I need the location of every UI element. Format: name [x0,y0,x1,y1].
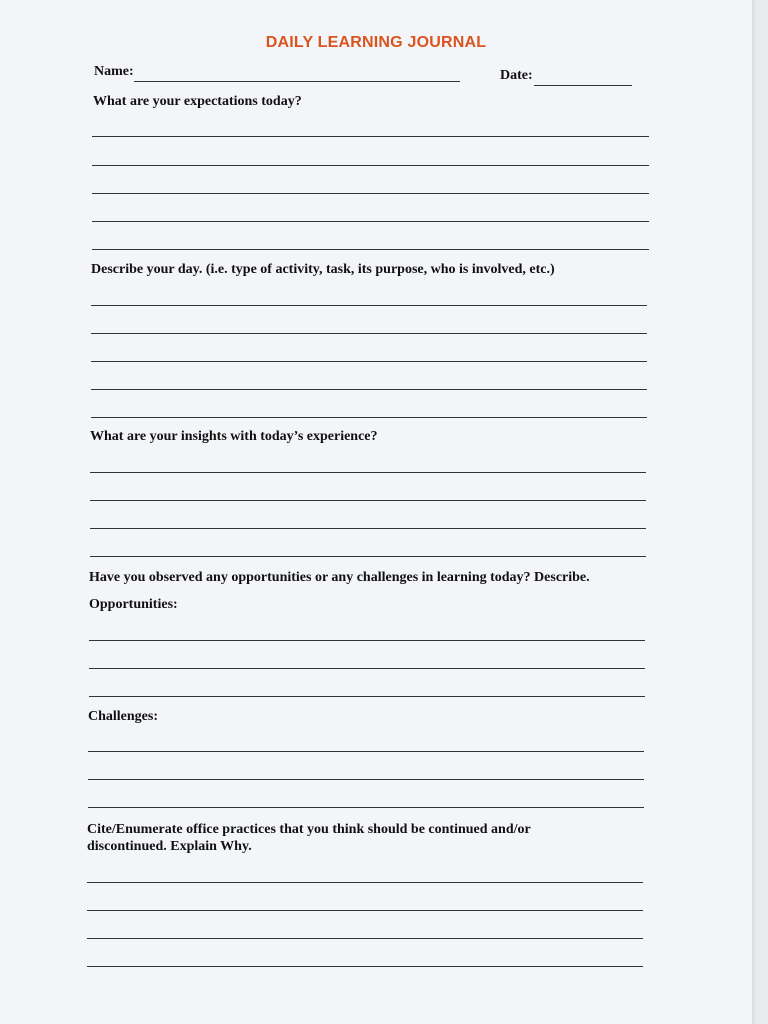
answer-line[interactable] [87,938,643,939]
answer-line[interactable] [90,472,646,473]
answer-line[interactable] [88,807,644,808]
expectations-question: What are your expectations today? [93,94,302,109]
answer-line[interactable] [90,500,646,501]
answer-line[interactable] [91,417,647,418]
answer-line[interactable] [92,249,649,250]
name-label: Name: [94,64,134,79]
answer-line[interactable] [89,668,645,669]
answer-line[interactable] [91,361,647,362]
answer-line[interactable] [87,966,643,967]
answer-line[interactable] [91,389,647,390]
answer-line[interactable] [89,640,645,641]
answer-line[interactable] [90,528,646,529]
challenges-label: Challenges: [88,709,158,724]
opportunities-challenges-question: Have you observed any opportunities or any challenges in learning today? Describe. [89,570,590,585]
answer-line[interactable] [88,751,644,752]
answer-line[interactable] [92,136,649,137]
answer-line[interactable] [91,333,647,334]
opportunities-label: Opportunities: [89,597,178,612]
answer-line[interactable] [87,910,643,911]
office-practices-question-line2: discontinued. Explain Why. [87,839,252,854]
describe-day-question: Describe your day. (i.e. type of activity, task, its purpose, who is involved, etc.) [91,262,555,277]
date-field-line[interactable] [534,85,632,86]
answer-line[interactable] [92,165,649,166]
answer-line[interactable] [91,305,647,306]
answer-line[interactable] [92,193,649,194]
answer-line[interactable] [90,556,646,557]
answer-line[interactable] [88,779,644,780]
answer-line[interactable] [87,882,643,883]
office-practices-question-line1: Cite/Enumerate office practices that you think should be continued and/or [87,822,531,837]
answer-line[interactable] [92,221,649,222]
date-label: Date: [500,68,533,83]
page-title: DAILY LEARNING JOURNAL [265,34,487,51]
insights-question: What are your insights with today’s experience? [90,429,378,444]
answer-line[interactable] [89,696,645,697]
name-field-line[interactable] [134,81,460,82]
